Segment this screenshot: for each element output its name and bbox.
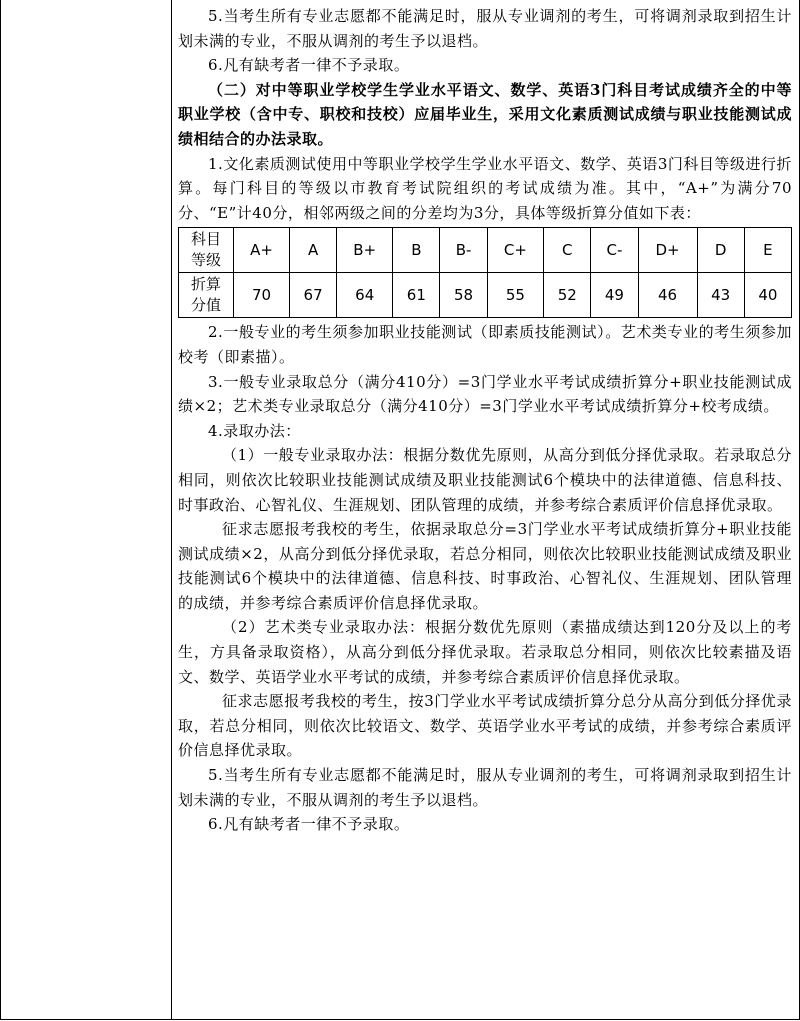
paragraph-admission-method-heading: 4.录取办法： — [208, 421, 301, 440]
table-cell-grade: C — [544, 228, 591, 273]
paragraph-transfer-rule: 5.当考生所有专业志愿都不能满足时，服从专业调剂的考生，可将调剂录取到招生计划未满的专业，不服从调剂的考生予以退档。 — [178, 7, 792, 50]
table-cell-score: 61 — [393, 273, 440, 318]
table-cell-grade: B- — [440, 228, 487, 273]
table-cell-score: 43 — [697, 273, 744, 318]
table-cell-grade: A — [290, 228, 337, 273]
table-cell-grade: D+ — [638, 228, 697, 273]
table-cell-score: 49 — [591, 273, 638, 318]
table-row-scores — [179, 273, 792, 318]
table-cell-grade: E — [744, 228, 791, 273]
paragraph-art-solicited: 征求志愿报考我校的考生，按3门学业水平考试成绩折算分总分从高分到低分择优录取，若总分相同，则依次比较语文、数学、英语学业水平考试的成绩，并参考综合素质评价信息择优录取。 — [178, 692, 792, 760]
table-cell-grade: C+ — [487, 228, 543, 273]
paragraph-absence-rule: 6.凡有缺考者一律不予录取。 — [208, 56, 410, 75]
table-cell-grade: C- — [591, 228, 638, 273]
paragraph-general-admission: （1）一般专业录取办法：根据分数优先原则，从高分到低分择优录取。若录取总分相同，则依次比较职业技能测试成绩及职业技能测试6个模块中的法律道德、信息科技、时事政治、心智礼仪、生涯规划、团队管理的成绩，并参考综合素质评价信息择优录取。 — [178, 446, 792, 514]
table-cell-score: 70 — [234, 273, 290, 318]
content-cell — [178, 4, 792, 837]
paragraph-general-solicited: 征求志愿报考我校的考生，依据录取总分=3门学业水平考试成绩折算分+职业技能测试成绩×2，从高分到低分择优录取，若总分相同，则依次比较职业技能测试成绩及职业技能测试6个模块中的法律道德、信息科技、时事政治、心智礼仪、生涯规划、团队管理的成绩，并参考综合素质评价信息择优录取。 — [178, 520, 792, 612]
grade-conversion-table — [178, 227, 792, 318]
table-cell-grade: B+ — [337, 228, 393, 273]
table-cell-score: 52 — [544, 273, 591, 318]
table-header-score: 折算 分值 — [179, 273, 234, 318]
section-heading-secondary-vocational: （二）对中等职业学校学生学业水平语文、数学、英语3门科目考试成绩齐全的中等职业学校（含中专、职校和技校）应届毕业生，采用文化素质测试成绩与职业技能测试成绩相结合的办法录取。 — [178, 80, 792, 148]
table-cell-score: 67 — [290, 273, 337, 318]
left-column-cell — [1, 0, 172, 1019]
table-cell-grade: B — [393, 228, 440, 273]
paragraph-transfer-rule-2: 5.当考生所有专业志愿都不能满足时，服从专业调剂的考生，可将调剂录取到招生计划未满的专业，不服从调剂的考生予以退档。 — [178, 766, 792, 809]
table-row-grades — [179, 228, 792, 273]
paragraph-absence-rule-2: 6.凡有缺考者一律不予录取。 — [208, 815, 410, 834]
paragraph-skill-test: 2.一般专业的考生须参加职业技能测试（即素质技能测试）。艺术类专业的考生须参加校考（即素描）。 — [178, 323, 792, 366]
table-cell-score: 55 — [487, 273, 543, 318]
paragraph-grade-conversion: 1.文化素质测试使用中等职业学校学生学业水平语文、数学、英语3门科目等级进行折算。每门科目的等级以市教育考试院组织的考试成绩为准。其中，“A+”为满分70分、“E”计40分，相邻两级之间的分差均为3分，具体等级折算分值如下表： — [178, 154, 792, 222]
table-cell-score: 40 — [744, 273, 791, 318]
paragraph-total-score: 3.一般专业录取总分（满分410分）=3门学业水平考试成绩折算分+职业技能测试成绩×2；艺术类专业录取总分（满分410分）=3门学业水平考试成绩折算分+校考成绩。 — [178, 372, 792, 416]
paragraph-art-admission: （2）艺术类专业录取办法：根据分数优先原则（素描成绩达到120分及以上的考生，方具备录取资格），从高分到低分择优录取。若录取总分相同，则依次比较素描及语文、数学、英语学业水平考试的成绩，并参考综合素质评价信息择优录取。 — [178, 618, 792, 686]
table-cell-score: 58 — [440, 273, 487, 318]
table-cell-score: 64 — [337, 273, 393, 318]
table-cell-grade: D — [697, 228, 744, 273]
table-cell-grade: A+ — [234, 228, 290, 273]
table-header-grade: 科目 等级 — [179, 228, 234, 273]
table-cell-score: 46 — [638, 273, 697, 318]
